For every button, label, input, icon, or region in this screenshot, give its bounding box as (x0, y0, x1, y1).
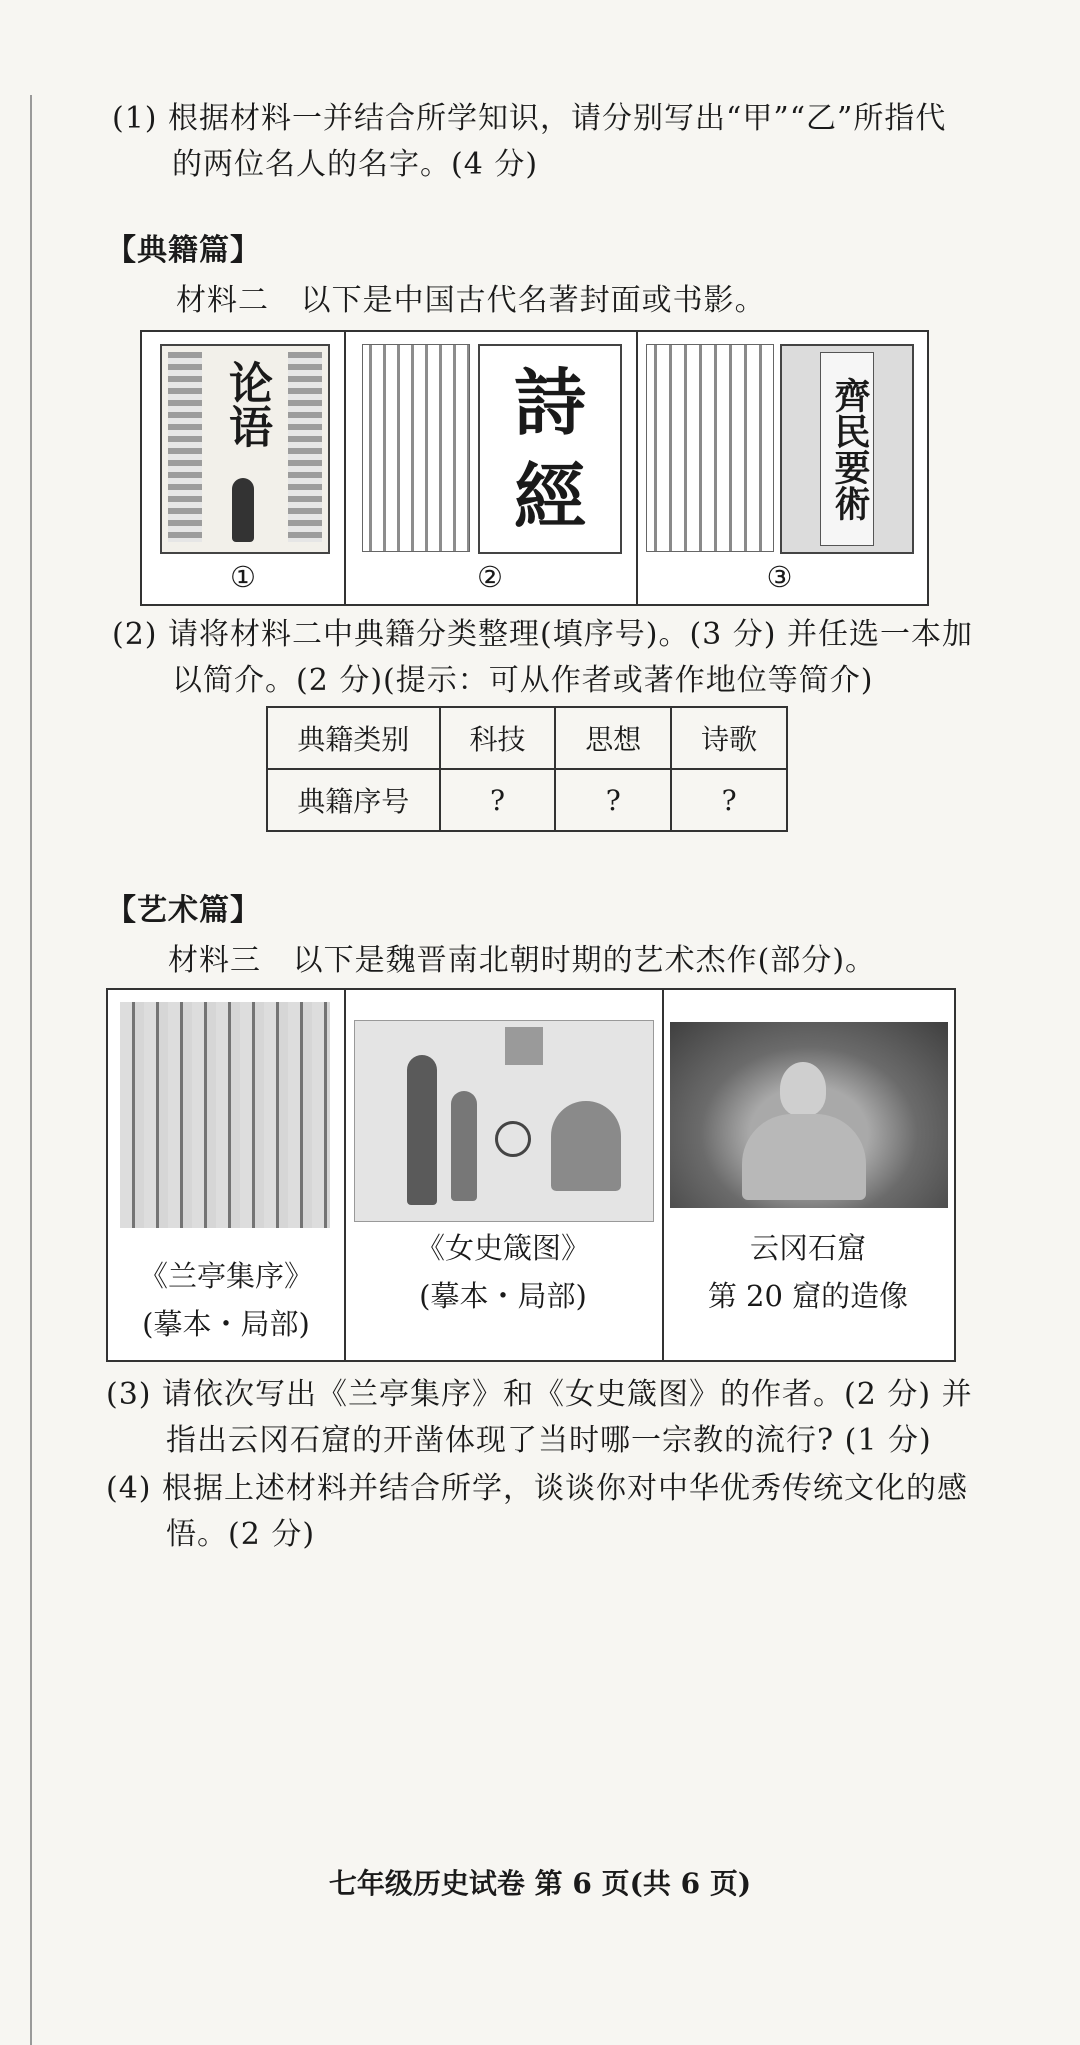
material-three-text: 以下是魏晋南北朝时期的艺术杰作(部分)。 (292, 943, 877, 978)
q4-line2: 悟。(2 分) (166, 1517, 316, 1552)
section-art-heading: 【艺术篇】 (106, 893, 261, 928)
section-classics-heading: 【典籍篇】 (106, 233, 261, 268)
confucius-figure (232, 478, 254, 542)
q2-line2: 以简介。(2 分)(提示：可从作者或著作地位等简介) (172, 663, 874, 698)
book-1-cell (142, 332, 346, 604)
book-1-cover (160, 344, 330, 554)
art-2-caption1: 《女史箴图》 (415, 1231, 590, 1265)
art-2-cell (344, 990, 664, 1360)
classification-table (266, 706, 788, 832)
material-two-label: 材料二 (176, 283, 269, 318)
book-2-page (362, 344, 470, 552)
book-3-page (646, 344, 774, 552)
q3-line2: 指出云冈石窟的开凿体现了当时哪一宗教的流行? (1 分) (166, 1423, 932, 1458)
painting-image (354, 1020, 654, 1222)
material-two (176, 278, 766, 324)
book-2-title: 詩經 (513, 360, 586, 539)
book-1-num: ① (230, 560, 256, 594)
q2-line1: (2) 请将材料二中典籍分类整理(填序号)。(3 分) 并任选一本加 (112, 617, 974, 652)
grotto-image (670, 1022, 948, 1208)
table-cell: ? (440, 769, 556, 831)
table-cell: 典籍序号 (267, 769, 440, 831)
book-2-cell (344, 332, 638, 604)
table-cell: ? (555, 769, 671, 831)
book-3-title: 齊民要術 (820, 352, 874, 546)
table-cell: 科技 (440, 707, 556, 769)
art-3-caption2: 第 20 窟的造像 (707, 1279, 909, 1313)
table-cell: 思想 (555, 707, 671, 769)
calligraphy-image (120, 1002, 330, 1228)
book-3-cover (780, 344, 914, 554)
art-3-cell (662, 990, 954, 1360)
art-1-caption1: 《兰亭集序》 (138, 1259, 313, 1293)
table-header-row (267, 707, 787, 769)
book-2-cover (478, 344, 622, 554)
q1-line2: 的两位名人的名字。(4 分) (172, 147, 539, 182)
q4-line1: (4) 根据上述材料并结合所学，谈谈你对中华优秀传统文化的感 (106, 1471, 969, 1506)
art-3-caption1: 云冈石窟 (749, 1231, 866, 1265)
classics-image-strip (140, 330, 929, 606)
material-three-label: 材料三 (168, 943, 261, 978)
material-two-text: 以下是中国古代名著封面或书影。 (300, 283, 766, 318)
margin-line (30, 95, 32, 2045)
book-3-num: ③ (766, 560, 793, 594)
art-1-caption2: (摹本・局部) (142, 1307, 310, 1341)
art-1-cell (108, 990, 346, 1360)
book-3-cell (636, 332, 923, 604)
table-cell: 诗歌 (671, 707, 787, 769)
table-cell: ? (671, 769, 787, 831)
table-cell: 典籍类别 (267, 707, 440, 769)
q1-line1: (1) 根据材料一并结合所学知识，请分别写出“甲”“乙”所指代 (112, 101, 947, 136)
q3-line1: (3) 请依次写出《兰亭集序》和《女史箴图》的作者。(2 分) 并 (106, 1377, 973, 1412)
material-three (168, 938, 876, 984)
page-footer: 七年级历史试卷 第 6 页(共 6 页) (328, 1867, 752, 1900)
book-2-num: ② (477, 560, 503, 594)
book-1-title: 论语 (221, 360, 272, 448)
table-row (267, 769, 787, 831)
art-image-strip (106, 988, 956, 1362)
art-2-caption2: (摹本・局部) (419, 1279, 587, 1313)
